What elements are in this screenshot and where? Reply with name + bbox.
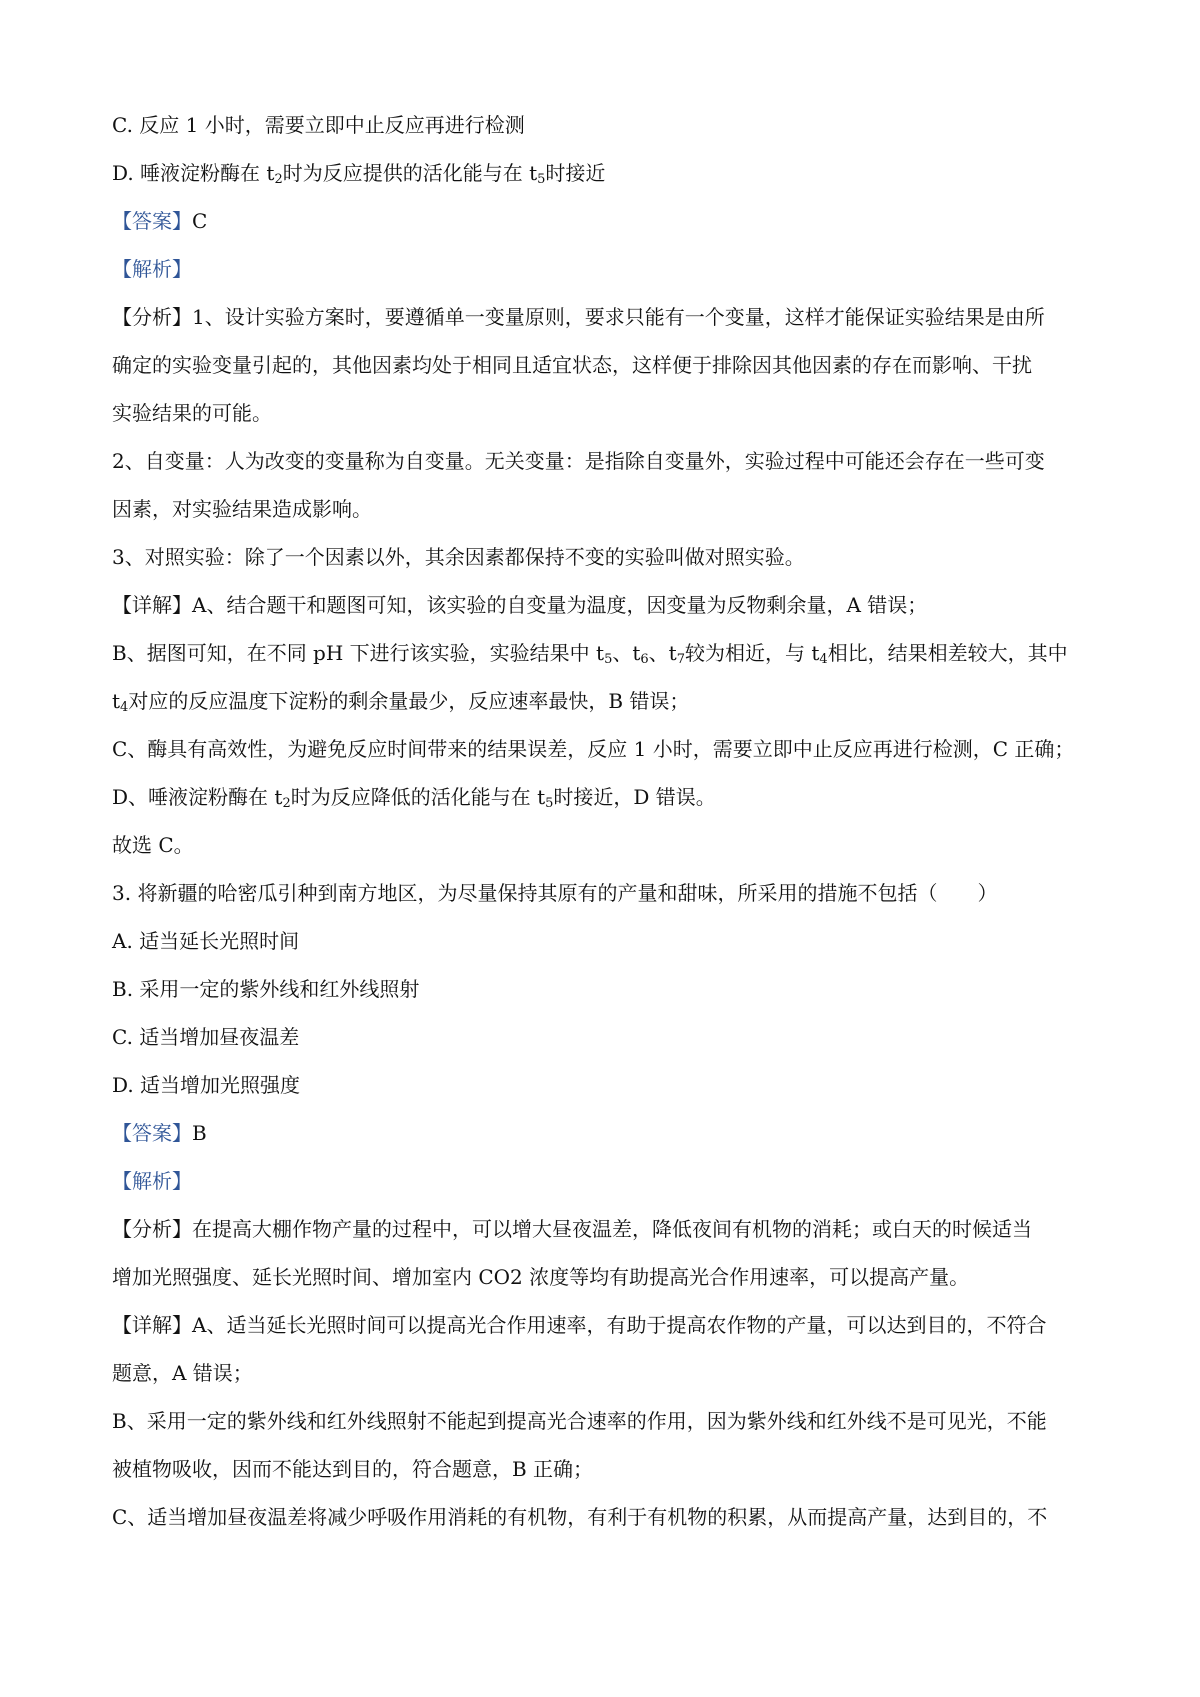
q2-detail-d-post: 时接近，D 错误。	[553, 785, 716, 809]
q2-detail-a-text: A、结合题干和题图可知，该实验的自变量为温度，因变量为反物剩余量，A 错误；	[192, 593, 928, 617]
q3-option-c	[112, 1025, 1102, 1049]
q3-option-a-text: A. 适当延长光照时间	[112, 929, 300, 953]
q3-fenxi-text-1: 在提高大棚作物产量的过程中，可以增大昼夜温差，降低夜间有机物的消耗；或白天的时候适当	[192, 1217, 1032, 1241]
q2-point2-text-2: 因素，对实验结果造成影响。	[112, 497, 372, 521]
q2-fenxi-text-1: 1、设计实验方案时，要遵循单一变量原则，要求只能有一个变量，这样才能保证实验结果是由所	[192, 305, 1045, 329]
q3-analysis-heading	[112, 1169, 1102, 1193]
answer-label: 【答案】	[112, 1121, 192, 1145]
q2-conclusion	[112, 833, 1102, 857]
q3-detail-c-text-1: C、适当增加昼夜温差将减少呼吸作用消耗的有机物，有利于有机物的积累，从而提高产量，达到目的，不	[112, 1505, 1048, 1529]
detail-label: 【详解】	[112, 593, 192, 617]
q2-fenxi-line-1	[112, 305, 1102, 329]
q3-stem-text: 3. 将新疆的哈密瓜引种到南方地区，为尽量保持其原有的产量和甜味，所采用的措施不包括（ ）	[112, 881, 998, 905]
q3-option-b-text: B. 采用一定的紫外线和红外线照射	[112, 977, 420, 1001]
q2-detail-b-line-1	[112, 641, 1102, 665]
q3-fenxi-line-1	[112, 1217, 1102, 1241]
q2-option-c	[112, 113, 1102, 137]
q2-option-d-mid: 时为反应提供的活化能与在 t	[282, 161, 538, 185]
q2-answer	[112, 209, 1102, 233]
q3-stem	[112, 881, 1102, 905]
q3-answer	[112, 1121, 1102, 1145]
q2-point3	[112, 545, 1102, 569]
q3-option-d-text: D. 适当增加光照强度	[112, 1073, 301, 1097]
q2-fenxi-line-3	[112, 401, 1102, 425]
q3-detail-b-line-1	[112, 1409, 1102, 1433]
subscript: 6	[640, 652, 649, 667]
subscript: 4	[819, 652, 828, 667]
q2-fenxi-text-2: 确定的实验变量引起的，其他因素均处于相同且适宜状态，这样便于排除因其他因素的存在而影响、干扰	[112, 353, 1032, 377]
subscript: 2	[282, 796, 291, 811]
q2-detail-c-text: C、酶具有高效性，为避免反应时间带来的结果误差，反应 1 小时，需要立即中止反应再进行检测，C 正确；	[112, 737, 1075, 761]
analysis-label: 【解析】	[112, 257, 192, 281]
q3-option-b	[112, 977, 1102, 1001]
q2-point2-line-2	[112, 497, 1102, 521]
q2-option-d-post: 时接近	[545, 161, 606, 185]
q2-fenxi-line-2	[112, 353, 1102, 377]
q2-point3-text: 3、对照实验：除了一个因素以外，其余因素都保持不变的实验叫做对照实验。	[112, 545, 805, 569]
q3-option-c-text: C. 适当增加昼夜温差	[112, 1025, 300, 1049]
q2-detail-d	[112, 785, 1102, 809]
subscript: 4	[120, 700, 129, 715]
subscript: 2	[274, 172, 283, 187]
q2-detail-b1-mid: 较为相近，与 t	[685, 641, 820, 665]
separator: 、t	[648, 641, 677, 665]
answer-value: C	[192, 209, 208, 233]
q3-detail-a-line-1	[112, 1313, 1102, 1337]
q3-detail-b-text-2: 被植物吸收，因而不能达到目的，符合题意，B 正确；	[112, 1457, 594, 1481]
q2-option-d	[112, 161, 1102, 185]
subscript: 5	[604, 652, 613, 667]
q2-detail-d-pre: D、唾液淀粉酶在 t	[112, 785, 283, 809]
q3-detail-a-line-2	[112, 1361, 1102, 1385]
q2-fenxi-text-3: 实验结果的可能。	[112, 401, 272, 425]
detail-label: 【详解】	[112, 1313, 192, 1337]
q3-detail-b-text-1: B、采用一定的紫外线和红外线照射不能起到提高光合速率的作用，因为紫外线和红外线不是可见光，不能	[112, 1409, 1047, 1433]
q3-fenxi-text-2: 增加光照强度、延长光照时间、增加室内 CO2 浓度等均有助提高光合作用速率，可以提高产量。	[112, 1265, 970, 1289]
q2-detail-b1-post: 相比，结果相差较大，其中	[827, 641, 1068, 665]
q2-detail-d-mid: 时为反应降低的活化能与在 t	[290, 785, 546, 809]
q2-detail-c	[112, 737, 1102, 761]
fenxi-label: 【分析】	[112, 305, 192, 329]
q3-detail-a-text-2: 题意，A 错误；	[112, 1361, 253, 1385]
q2-detail-b1-pre: B、据图可知，在不同 pH 下进行该实验，实验结果中 t	[112, 641, 605, 665]
q2-option-c-text: C. 反应 1 小时，需要立即中止反应再进行检测	[112, 113, 525, 137]
fenxi-label: 【分析】	[112, 1217, 192, 1241]
analysis-label: 【解析】	[112, 1169, 192, 1193]
separator: 、t	[612, 641, 641, 665]
q3-option-d	[112, 1073, 1102, 1097]
q2-detail-b2-post: 对应的反应温度下淀粉的剩余量最少，反应速率最快，B 错误；	[128, 689, 690, 713]
q3-fenxi-line-2	[112, 1265, 1102, 1289]
q3-detail-c-line-1	[112, 1505, 1102, 1529]
document-page	[112, 113, 1102, 1553]
q3-detail-a-text-1: A、适当延长光照时间可以提高光合作用速率，有助于提高农作物的产量，可以达到目的，不符合	[192, 1313, 1047, 1337]
q2-conclusion-text: 故选 C。	[112, 833, 194, 857]
q2-point2-line-1	[112, 449, 1102, 473]
q2-option-d-pre: D. 唾液淀粉酶在 t	[112, 161, 275, 185]
q3-option-a	[112, 929, 1102, 953]
q2-detail-a	[112, 593, 1102, 617]
answer-label: 【答案】	[112, 209, 192, 233]
q2-point2-text-1: 2、自变量：人为改变的变量称为自变量。无关变量：是指除自变量外，实验过程中可能还会存在一些可变	[112, 449, 1045, 473]
q2-detail-b-line-2	[112, 689, 1102, 713]
q2-detail-b2-pre: t	[112, 689, 121, 713]
q2-analysis-heading	[112, 257, 1102, 281]
subscript: 5	[537, 172, 546, 187]
subscript: 5	[545, 796, 554, 811]
answer-value: B	[192, 1121, 207, 1145]
q3-detail-b-line-2	[112, 1457, 1102, 1481]
subscript: 7	[676, 652, 685, 667]
